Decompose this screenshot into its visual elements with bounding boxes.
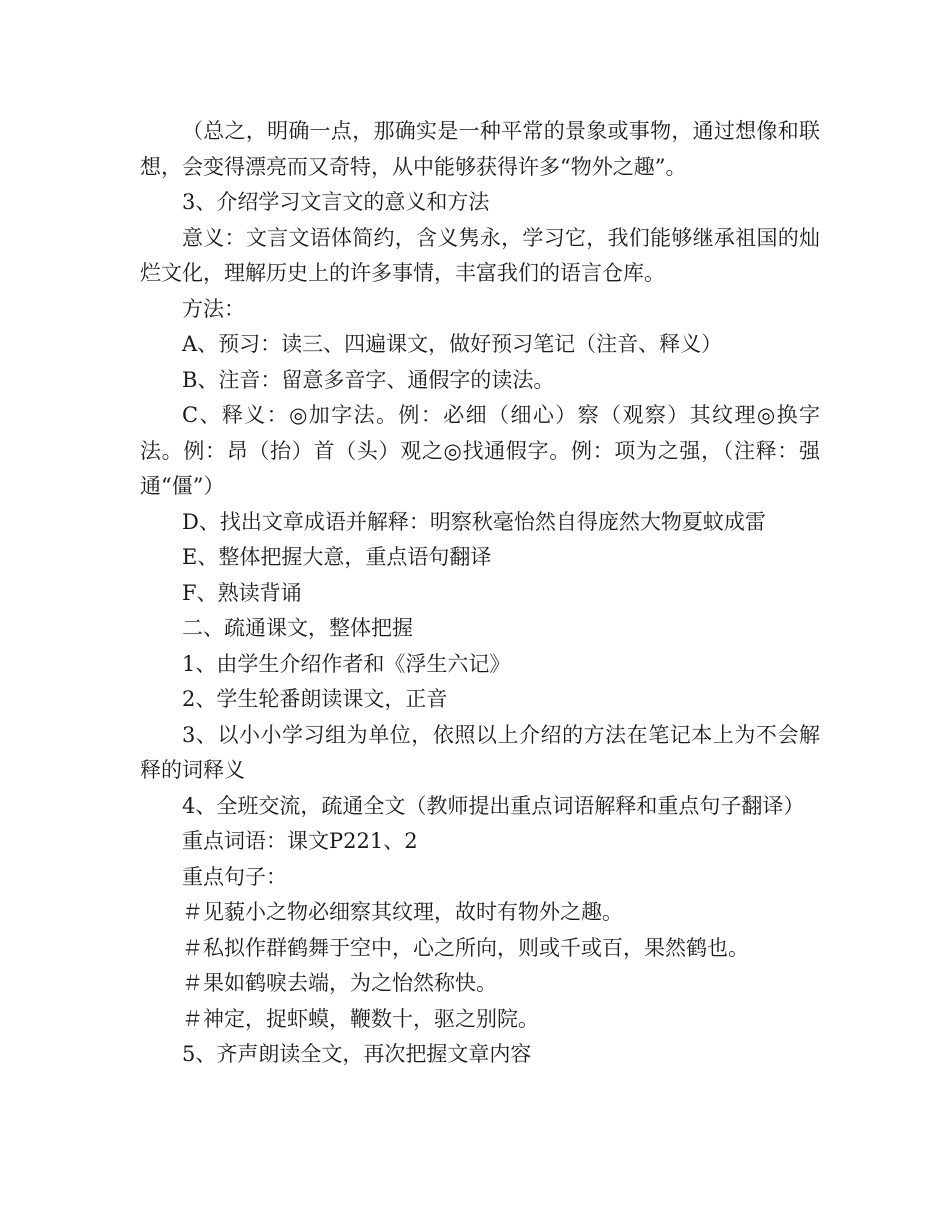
paragraph-step-4: 4、全班交流，疏通全文（教师提出重点词语解释和重点句子翻译） [182, 793, 805, 818]
paragraph-step-5: 5、齐声朗读全文，再次把握文章内容 [182, 1042, 532, 1066]
paragraph-heading-intro-method: 3、介绍学习文言文的意义和方法 [182, 190, 490, 214]
paragraph-key-words: 重点词语：课文P221、2 [182, 829, 418, 853]
key-sentence-3: ＃果如鹤唳去端，为之怡然称快。 [182, 971, 497, 995]
key-sentence-4: ＃神定，捉虾蟆，鞭数十，驱之别院。 [182, 1006, 539, 1031]
paragraph-step-2: 2、学生轮番朗读课文，正音 [182, 687, 448, 711]
paragraph-method-a: A、预习：读三、四遍课文，做好预习笔记（注音、释义） [182, 332, 723, 356]
paragraph-significance: 意义：文言文语体简约，含义隽永，学习它，我们能够继承祖国的灿烂文化，理解历史上的许多事情，丰富我们的语言仓库。 [140, 225, 820, 285]
document-body [140, 114, 820, 1073]
paragraph-step-3: 3、以小小学习组为单位，依照以上介绍的方法在笔记本上为不会解释的词释义 [140, 722, 820, 782]
paragraph-method-b: B、注音：留意多音字、通假字的读法。 [182, 367, 555, 392]
paragraph-method-label: 方法： [182, 296, 245, 321]
paragraph-key-sentences-label: 重点句子： [182, 864, 287, 889]
paragraph-method-d: D、找出文章成语并解释：明察秋毫怡然自得庞然大物夏蚊成雷 [182, 509, 766, 534]
key-sentence-2: ＃私拟作群鹤舞于空中，心之所向，则或千或百，果然鹤也。 [182, 935, 749, 960]
section-heading-two: 二、疏通课文，整体把握 [182, 616, 413, 640]
paragraph-step-1: 1、由学生介绍作者和《浮生六记》 [182, 651, 511, 676]
paragraph-summary: （总之，明确一点，那确实是一种平常的景象或事物，通过想像和联想，会变得漂亮而又奇特，从中能够获得许多“物外之趣”。 [140, 119, 820, 179]
key-sentence-1: ＃见藐小之物必细察其纹理，故时有物外之趣。 [182, 900, 623, 924]
paragraph-method-e: E、整体把握大意，重点语句翻译 [182, 545, 492, 569]
paragraph-method-f: F、熟读背诵 [182, 580, 302, 605]
paragraph-method-c: C、释义：◎加字法。例：必细（细心）察（观察）其纹理◎换字法。例：昂（抬）首（头）观之◎找通假字。例：项为之强，（注释：强通“僵”） [140, 403, 820, 498]
